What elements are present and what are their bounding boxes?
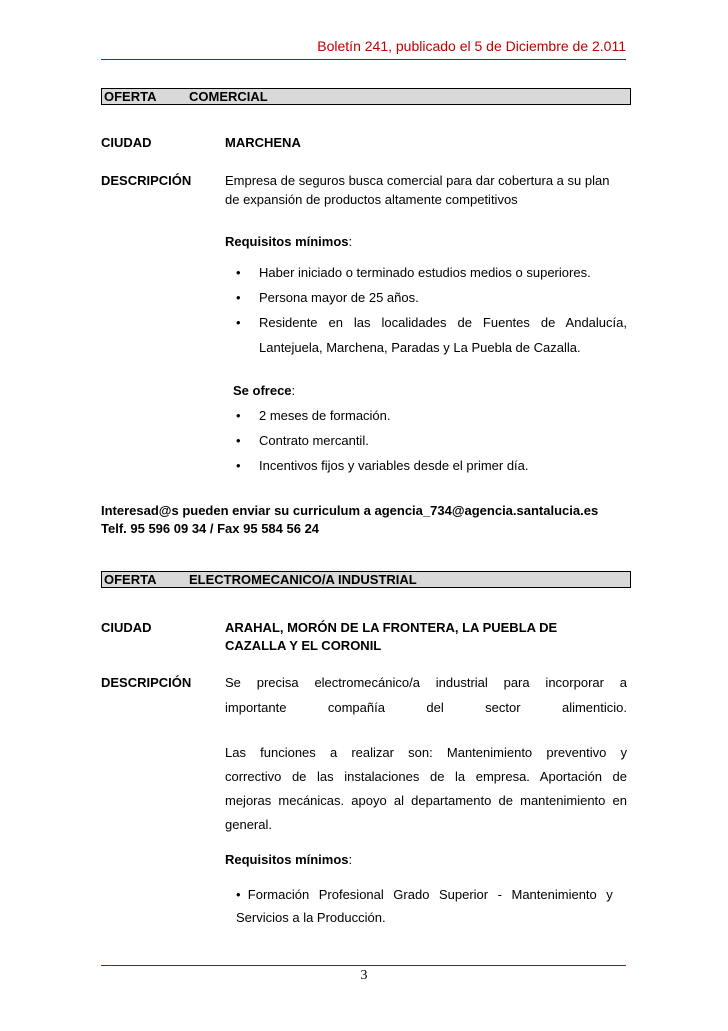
offer-2-descripcion-line-1: Se precisa electromecánico/a industrial para incorporar a — [225, 675, 627, 690]
offer-2-ciudad-line-2: CAZALLA Y EL CORONIL — [225, 638, 382, 653]
offer-1-descripcion-label: DESCRIPCIÓN — [101, 173, 192, 188]
offer-2-ciudad-label: CIUDAD — [101, 620, 152, 635]
offer-1-requisitos-label: Requisitos mínimos — [225, 234, 349, 249]
offer-1-title-bar — [101, 88, 631, 105]
footer-rule — [101, 965, 626, 966]
offer-2-funciones-line-2: correctivo de las instalaciones de la empresa. Aportación de — [225, 769, 627, 784]
offer-2-requisitos-label: Requisitos mínimos — [225, 852, 349, 867]
offer-2-requisito-1-cont: Servicios a la Producción. — [236, 910, 386, 925]
offer-2-requisitos-heading: Requisitos mínimos: — [225, 852, 353, 867]
offer-2-funciones-line-3: mejoras mecánicas. apoyo al departamento de mantenimiento en — [225, 793, 627, 808]
offer-2-funciones-line-4: general. — [225, 817, 272, 832]
offer-1-oferta-value: COMERCIAL — [189, 89, 268, 104]
offer-2-funciones-line-1: Las funciones a realizar son: Mantenimiento preventivo y — [225, 745, 627, 760]
bullet-icon: • — [236, 887, 241, 902]
offer-2-oferta-label: OFERTA — [104, 572, 157, 587]
offer-1-contact-line-2: Telf. 95 596 09 34 / Fax 95 584 56 24 — [101, 521, 320, 536]
header-rule — [101, 59, 626, 60]
offer-2-title-bar — [101, 571, 631, 588]
bulletin-header: Boletín 241, publicado el 5 de Diciembre de 2.011 — [317, 38, 626, 54]
offer-2-ciudad-line-1: ARAHAL, MORÓN DE LA FRONTERA, LA PUEBLA DE — [225, 620, 558, 635]
offer-2-descripcion-line-2: importante compañía del sector alimenticio. — [225, 700, 627, 715]
offer-1-requisitos-heading: Requisitos mínimos: — [225, 234, 353, 249]
offer-1-descripcion-line-1: Empresa de seguros busca comercial para dar cobertura a su plan — [225, 173, 610, 188]
offer-1-ofrece-label: Se ofrece — [233, 383, 292, 398]
offer-2-oferta-value: ELECTROMECANICO/A INDUSTRIAL — [189, 572, 417, 587]
offer-1-ofrece-heading: Se ofrece: — [233, 383, 296, 398]
offer-2-requisito-1: • Formación Profesional Grado Superior - Mantenimiento y — [236, 887, 613, 902]
offer-1-descripcion-line-2: de expansión de productos altamente competitivos — [225, 192, 518, 207]
page-number: 3 — [360, 968, 368, 983]
offer-2-descripcion-label: DESCRIPCIÓN — [101, 675, 192, 690]
offer-1-ciudad-label: CIUDAD — [101, 135, 152, 150]
offer-1-ciudad-value: MARCHENA — [225, 135, 301, 150]
offer-1-contact-line-1: Interesad@s pueden enviar su curriculum a agencia_734@agencia.santalucia.es — [101, 503, 599, 518]
offer-1-oferta-label: OFERTA — [104, 89, 157, 104]
